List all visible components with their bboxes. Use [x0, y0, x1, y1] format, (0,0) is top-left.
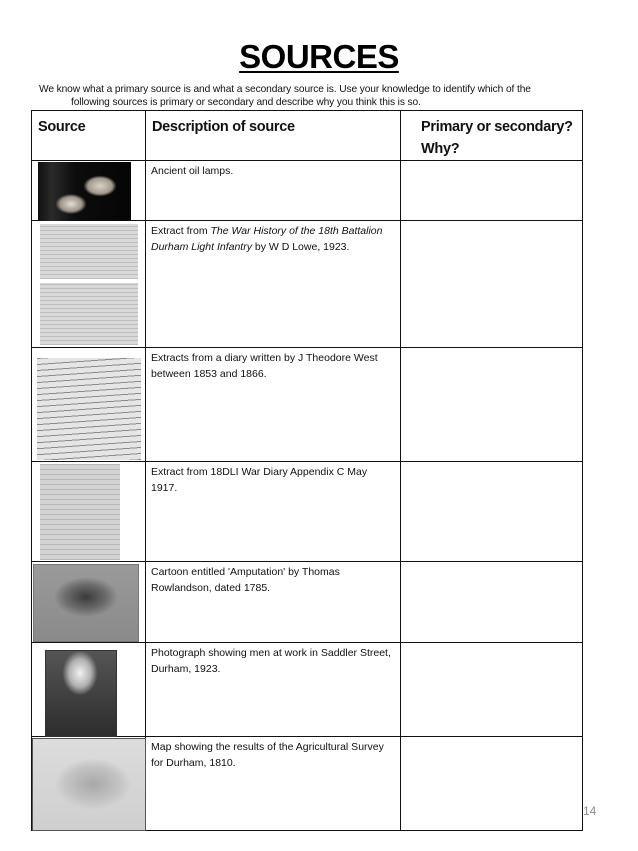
header-why: Why?	[421, 141, 460, 157]
answer-cell[interactable]	[401, 348, 583, 462]
table-header-row	[32, 111, 583, 161]
table-row	[32, 737, 583, 831]
instructions-line-1: We know what a primary source is and what a secondary source is. Use your knowledge to identify which of the	[39, 84, 531, 95]
oil-lamps-image	[38, 162, 131, 221]
description-cell	[146, 221, 401, 348]
answer-cell[interactable]	[401, 462, 583, 562]
source-cell	[32, 737, 146, 831]
description-cell: Ancient oil lamps.	[146, 161, 401, 221]
answer-cell[interactable]	[401, 643, 583, 737]
answer-cell[interactable]	[401, 161, 583, 221]
answer-cell[interactable]	[401, 221, 583, 348]
description-cell: Extracts from a diary written by J Theodore West between 1853 and 1866.	[146, 348, 401, 462]
source-cell	[32, 643, 146, 737]
saddler-street-photo-image	[45, 650, 117, 737]
sources-table	[31, 110, 583, 831]
page-title: SOURCES	[239, 38, 399, 75]
header-source: Source	[32, 111, 146, 161]
answer-cell[interactable]	[401, 562, 583, 643]
book-title: The War History of the 18th Battalion Durham Light Infantry	[151, 225, 383, 253]
durham-map-image	[32, 738, 146, 831]
header-primary-or-secondary	[401, 111, 583, 161]
description-cell: Map showing the results of the Agricultural Survey for Durham, 1810.	[146, 737, 401, 831]
table-row	[32, 643, 583, 737]
header-primary-or-secondary-line-1: Primary or secondary?	[421, 119, 573, 135]
table-row	[32, 348, 583, 462]
page-number: 14	[583, 804, 597, 818]
description-text: by W D Lowe, 1923.	[251, 241, 350, 253]
answer-cell[interactable]	[401, 737, 583, 831]
source-cell	[32, 161, 146, 221]
header-description: Description of source	[146, 111, 401, 161]
description-text: Extract from	[151, 225, 211, 237]
source-cell	[32, 348, 146, 462]
amputation-cartoon-image	[33, 564, 139, 642]
book-extract-image-top	[40, 224, 138, 279]
diary-image	[37, 358, 141, 460]
book-extract-image-bottom	[40, 283, 138, 345]
source-cell	[32, 462, 146, 562]
table-row	[32, 462, 583, 562]
table-row	[32, 161, 583, 221]
instructions	[39, 83, 599, 109]
description-cell: Photograph showing men at work in Saddler Street, Durham, 1923.	[146, 643, 401, 737]
war-diary-image	[40, 464, 120, 560]
description-cell: Extract from 18DLI War Diary Appendix C May 1917.	[146, 462, 401, 562]
source-cell	[32, 562, 146, 643]
description-cell: Cartoon entitled 'Amputation' by Thomas Rowlandson, dated 1785.	[146, 562, 401, 643]
table-row	[32, 562, 583, 643]
instructions-line-2: following sources is primary or secondary and describe why you think this is so.	[71, 97, 421, 108]
source-cell	[32, 221, 146, 348]
table-row	[32, 221, 583, 348]
